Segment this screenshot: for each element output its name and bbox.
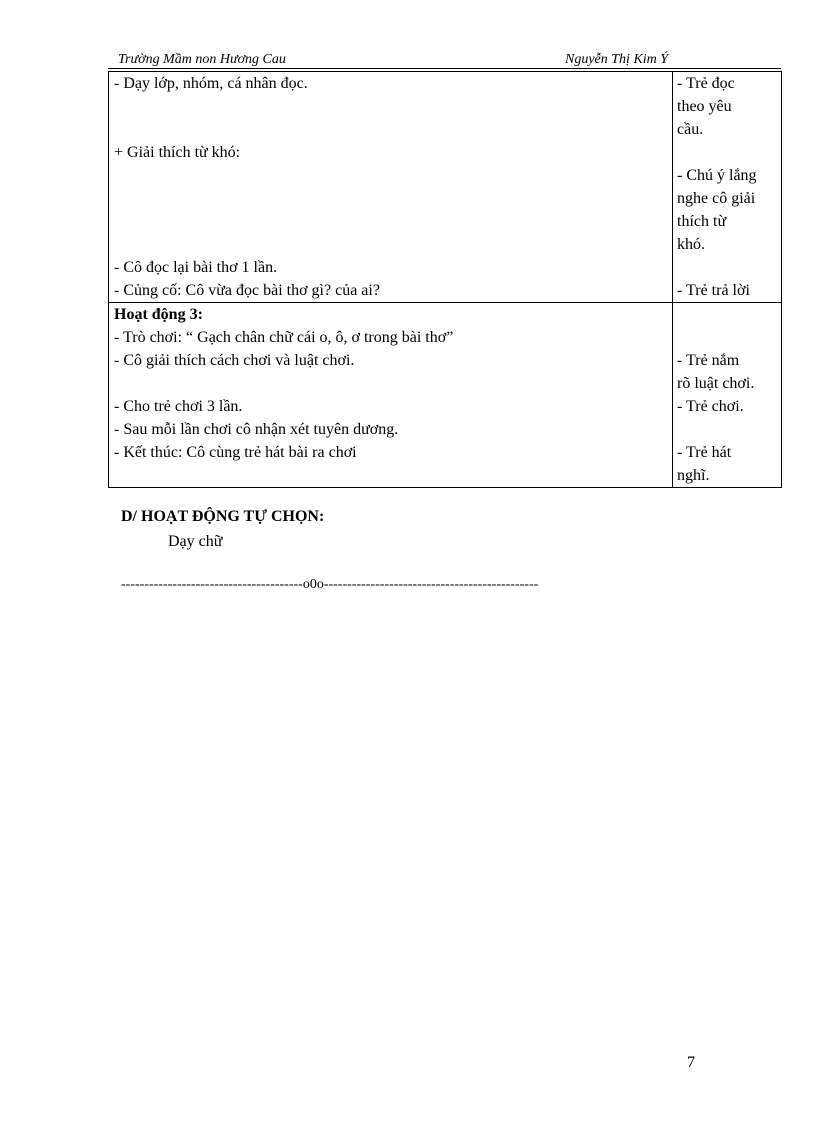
section-body: Dạy chữ [168, 533, 223, 550]
teacher-activity-cell [109, 303, 673, 488]
table-line: rõ luật chơi. [677, 375, 755, 392]
table-line: - Củng cố: Cô vừa đọc bài thơ gì? của ai? [114, 282, 380, 299]
table-line: nghe cô giải [677, 190, 756, 207]
table-line [673, 418, 781, 441]
header-teacher-name: Nguyễn Thị Kim Ý [565, 52, 669, 67]
table-line: - Trẻ chơi. [677, 398, 744, 415]
table-line: - Trò chơi: “ Gạch chân chữ cái o, ô, ơ trong bài thơ” [114, 329, 454, 346]
child-activity-cell [673, 72, 782, 303]
table-line: nghĩ. [677, 467, 710, 484]
table-line: cầu. [677, 121, 704, 138]
table-line [109, 233, 672, 256]
table-line: - Trẻ nắm [677, 352, 740, 369]
table-line: - Cô đọc lại bài thơ 1 lần. [114, 259, 278, 276]
table-line: - Cho trẻ chơi 3 lần. [114, 398, 243, 415]
table-line [109, 372, 672, 395]
table-line: - Trẻ đọc [677, 75, 735, 92]
table-line [109, 187, 672, 210]
table-line [673, 326, 781, 349]
table-line [109, 95, 672, 118]
header-rule [108, 68, 781, 69]
table-line: + Giải thích từ khó: [114, 144, 241, 161]
table-line [673, 141, 781, 164]
divider-line: ---------------------------------------o0o---------------------------------------------- [121, 577, 539, 592]
table-line: thích từ [677, 213, 727, 230]
table-line: - Dạy lớp, nhóm, cá nhân đọc. [114, 75, 308, 92]
table-line: - Cô giải thích cách chơi và luật chơi. [114, 352, 355, 369]
header-school-name: Trường Mầm non Hương Cau [118, 52, 286, 67]
table-row [109, 303, 782, 488]
table-line: - Chú ý lắng [677, 167, 757, 184]
table-line: - Sau mỗi lần chơi cô nhận xét tuyên dương. [114, 421, 399, 438]
table-line: theo yêu [677, 98, 732, 115]
table-line: - Trẻ trả lời [677, 282, 750, 299]
teacher-activity-cell [109, 72, 673, 303]
table-line [109, 210, 672, 233]
table-line: - Trẻ hát [677, 444, 732, 461]
table-line [673, 256, 781, 279]
lesson-plan-table [108, 71, 782, 488]
table-line: - Kết thúc: Cô cùng trẻ hát bài ra chơi [114, 444, 357, 461]
activity-title: Hoạt động 3: [114, 306, 203, 323]
table-row [109, 72, 782, 303]
page-header [118, 52, 688, 70]
table-line [673, 303, 781, 326]
page-number: 7 [687, 1054, 695, 1071]
table-line [109, 164, 672, 187]
table-line: khó. [677, 236, 705, 253]
child-activity-cell [673, 303, 782, 488]
table-line [109, 464, 672, 487]
section-title: D/ HOẠT ĐỘNG TỰ CHỌN: [121, 508, 325, 525]
table-line [109, 118, 672, 141]
